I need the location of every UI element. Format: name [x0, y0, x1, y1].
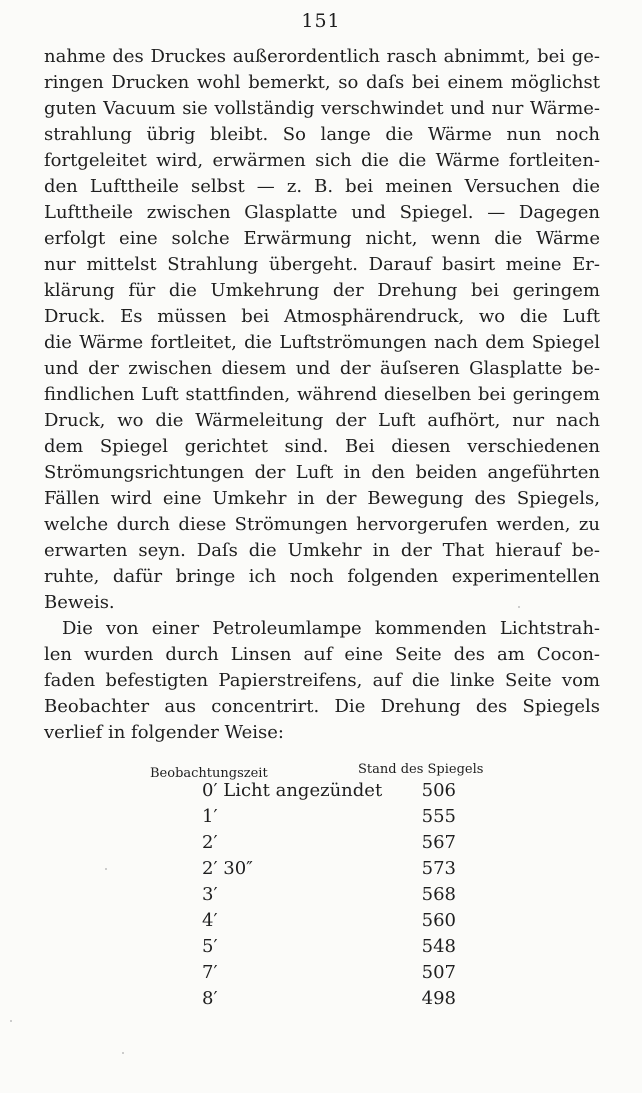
- text-line: ringen Drucken wohl bemerkt, so daſs bei einem möglichst: [44, 72, 600, 93]
- paragraph-end-line: verlief in folgender Weise:: [44, 722, 284, 743]
- observation-table: [0, 760, 642, 1020]
- text-line: strahlung übrig bleibt. So lange die Wärme nun noch: [44, 124, 600, 145]
- text-line: Beobachter aus concentrirt. Die Drehung des Spiegels: [44, 696, 600, 717]
- value-cell: 560: [421, 910, 456, 931]
- text-line: Druck, wo die Wärmeleitung der Luft aufhört, nur nach: [44, 410, 600, 431]
- text-line: fortgeleitet wird, erwärmen sich die die Wärme fortleiten-: [44, 150, 600, 171]
- value-cell: 573: [421, 858, 456, 879]
- text-line: klärung für die Umkehrung der Drehung bei geringem: [44, 280, 600, 301]
- table-row: [0, 962, 642, 988]
- text-line: dem Spiegel gerichtet sind. Bei diesen verschiedenen: [44, 436, 600, 457]
- time-cell: 0′ Licht angezündet: [202, 780, 383, 801]
- text-line: guten Vacuum sie vollständig verschwindet und nur Wärme-: [44, 98, 600, 119]
- value-cell: 506: [421, 780, 456, 801]
- text-line: den Lufttheile selbst — z. B. bei meinen Versuchen die: [44, 176, 600, 197]
- table-row: [0, 858, 642, 884]
- table-row: [0, 988, 642, 1014]
- value-cell: 498: [421, 988, 456, 1009]
- text-line: Lufttheile zwischen Glasplatte und Spiegel. — Dagegen: [44, 202, 600, 223]
- text-line: faden befestigten Papierstreifens, auf die linke Seite vom: [44, 670, 600, 691]
- body-text: [44, 44, 600, 746]
- text-line: Druck. Es müssen bei Atmosphärendruck, wo die Luft: [44, 306, 600, 327]
- time-cell: 1′: [202, 806, 218, 827]
- text-line: erwarten seyn. Daſs die Umkehr in der That hierauf be-: [44, 540, 600, 561]
- text-line: und der zwischen diesem und der äuſseren Glasplatte be-: [44, 358, 600, 379]
- value-cell: 507: [421, 962, 456, 983]
- paragraph-end-line: Beweis.: [44, 592, 115, 613]
- paper-speck: [105, 868, 107, 870]
- paper-speck: [10, 1020, 12, 1022]
- column-header-stand: Stand des Spiegels: [358, 762, 484, 777]
- time-cell: 2′: [202, 832, 218, 853]
- paper-speck: [518, 606, 520, 608]
- table-row: [0, 806, 642, 832]
- time-cell: 3′: [202, 884, 218, 905]
- table-row: [0, 884, 642, 910]
- column-header-time: Beobachtungszeit: [150, 766, 268, 781]
- text-line: die Wärme fortleitet, die Luftströmungen nach dem Spiegel: [44, 332, 600, 353]
- time-cell: 2′ 30″: [202, 858, 253, 879]
- value-cell: 568: [421, 884, 456, 905]
- value-cell: 555: [421, 806, 456, 827]
- text-line: nahme des Druckes außerordentlich rasch abnimmt, bei ge-: [44, 46, 600, 67]
- page-number: 151: [301, 10, 341, 32]
- text-line: erfolgt eine solche Erwärmung nicht, wenn die Wärme: [44, 228, 600, 249]
- text-line: findlichen Luft stattfinden, während dieselben bei geringem: [44, 384, 600, 405]
- table-row: [0, 936, 642, 962]
- text-line: Strömungsrichtungen der Luft in den beiden angeführten: [44, 462, 600, 483]
- table-row: [0, 780, 642, 806]
- paper-speck: [122, 1052, 124, 1054]
- text-line: len wurden durch Linsen auf eine Seite des am Cocon-: [44, 644, 600, 665]
- text-line: nur mittelst Strahlung übergeht. Darauf basirt meine Er-: [44, 254, 600, 275]
- time-cell: 8′: [202, 988, 218, 1009]
- time-cell: 4′: [202, 910, 218, 931]
- table-row: [0, 832, 642, 858]
- table-row: [0, 910, 642, 936]
- text-line: welche durch diese Strömungen hervorgerufen werden, zu: [44, 514, 600, 535]
- text-line: ruhte, dafür bringe ich noch folgenden experimentellen: [44, 566, 600, 587]
- paragraph-start-line: Die von einer Petroleumlampe kommenden Lichtstrah-: [62, 618, 600, 639]
- value-cell: 548: [421, 936, 456, 957]
- value-cell: 567: [421, 832, 456, 853]
- text-line: Fällen wird eine Umkehr in der Bewegung des Spiegels,: [44, 488, 600, 509]
- time-cell: 5′: [202, 936, 218, 957]
- time-cell: 7′: [202, 962, 218, 983]
